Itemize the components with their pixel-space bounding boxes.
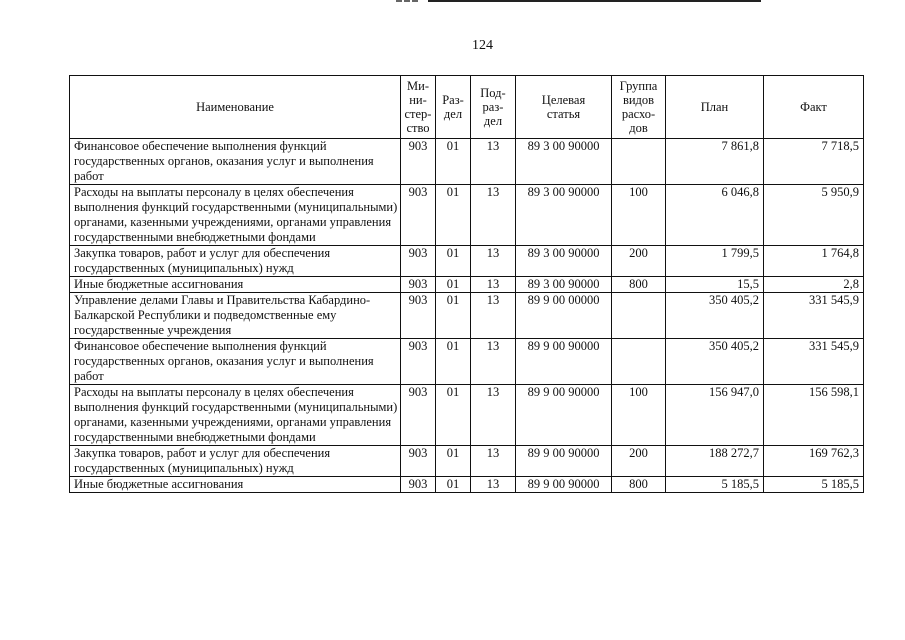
- cell-subsection: 13: [471, 185, 516, 246]
- table-row: [70, 139, 864, 185]
- cell-fact: 331 545,9: [764, 339, 864, 385]
- cell-ministry: 903: [401, 139, 436, 185]
- cell-name: Расходы на выплаты персоналу в целях обеспечения выполнения функций государственными (муниципальными) органами, казенными учреждениями, органами управления государственными внебюджетными фондами: [70, 185, 401, 246]
- cell-plan: 350 405,2: [666, 339, 764, 385]
- cell-expense-group: 200: [612, 246, 666, 277]
- cell-plan: 6 046,8: [666, 185, 764, 246]
- cell-name: Финансовое обеспечение выполнения функций государственных органов, оказания услуг и выполнения работ: [70, 139, 401, 185]
- cell-target-article: 89 9 00 90000: [516, 477, 612, 493]
- table-row: [70, 293, 864, 339]
- cell-plan: 1 799,5: [666, 246, 764, 277]
- table-body: [70, 139, 864, 493]
- cell-fact: 1 764,8: [764, 246, 864, 277]
- table-row: [70, 185, 864, 246]
- cell-section: 01: [436, 477, 471, 493]
- table-row: [70, 339, 864, 385]
- header-target-article: Целевая статья: [516, 76, 612, 139]
- cell-target-article: 89 3 00 90000: [516, 185, 612, 246]
- cell-section: 01: [436, 277, 471, 293]
- cell-target-article: 89 9 00 90000: [516, 339, 612, 385]
- cell-subsection: 13: [471, 293, 516, 339]
- cell-name: Закупка товаров, работ и услуг для обеспечения государственных (муниципальных) нужд: [70, 246, 401, 277]
- cell-subsection: 13: [471, 446, 516, 477]
- cell-expense-group: [612, 139, 666, 185]
- cell-expense-group: 200: [612, 446, 666, 477]
- cell-fact: 2,8: [764, 277, 864, 293]
- page-number: 124: [472, 38, 493, 53]
- cell-section: 01: [436, 339, 471, 385]
- cell-name: Закупка товаров, работ и услуг для обеспечения государственных (муниципальных) нужд: [70, 446, 401, 477]
- cell-section: 01: [436, 185, 471, 246]
- cell-expense-group: 100: [612, 185, 666, 246]
- header-ministry: Ми- ни- стер- ство: [401, 76, 436, 139]
- cell-target-article: 89 9 00 90000: [516, 385, 612, 446]
- cell-section: 01: [436, 293, 471, 339]
- cell-target-article: 89 3 00 90000: [516, 139, 612, 185]
- cell-subsection: 13: [471, 339, 516, 385]
- cell-fact: 331 545,9: [764, 293, 864, 339]
- cell-plan: 156 947,0: [666, 385, 764, 446]
- budget-table: [69, 75, 864, 493]
- top-dash-rule: [396, 0, 418, 2]
- cell-fact: 156 598,1: [764, 385, 864, 446]
- cell-name: Управление делами Главы и Правительства Кабардино-Балкарской Республики и подведомственные ему государственные учреждения: [70, 293, 401, 339]
- cell-name: Расходы на выплаты персоналу в целях обеспечения выполнения функций государственными (муниципальными) органами, казенными учреждениями, органами управления государственными внебюджетными фондами: [70, 385, 401, 446]
- cell-subsection: 13: [471, 246, 516, 277]
- header-subsection: Под- раз- дел: [471, 76, 516, 139]
- header-fact: Факт: [764, 76, 864, 139]
- header-name: Наименование: [70, 76, 401, 139]
- cell-section: 01: [436, 446, 471, 477]
- cell-name: Финансовое обеспечение выполнения функций государственных органов, оказания услуг и выполнения работ: [70, 339, 401, 385]
- cell-fact: 7 718,5: [764, 139, 864, 185]
- cell-name: Иные бюджетные ассигнования: [70, 277, 401, 293]
- table-header-row: [70, 76, 864, 139]
- table-row: [70, 246, 864, 277]
- table-row: [70, 477, 864, 493]
- cell-ministry: 903: [401, 446, 436, 477]
- cell-subsection: 13: [471, 477, 516, 493]
- cell-ministry: 903: [401, 293, 436, 339]
- cell-plan: 188 272,7: [666, 446, 764, 477]
- cell-target-article: 89 3 00 90000: [516, 277, 612, 293]
- header-section: Раз- дел: [436, 76, 471, 139]
- cell-expense-group: 100: [612, 385, 666, 446]
- cell-ministry: 903: [401, 385, 436, 446]
- cell-fact: 5 185,5: [764, 477, 864, 493]
- cell-ministry: 903: [401, 477, 436, 493]
- cell-ministry: 903: [401, 339, 436, 385]
- table-row: [70, 385, 864, 446]
- cell-ministry: 903: [401, 246, 436, 277]
- cell-target-article: 89 9 00 00000: [516, 293, 612, 339]
- table-row: [70, 446, 864, 477]
- cell-section: 01: [436, 139, 471, 185]
- cell-target-article: 89 3 00 90000: [516, 246, 612, 277]
- cell-subsection: 13: [471, 139, 516, 185]
- header-expense-group: Группа видов расхо- дов: [612, 76, 666, 139]
- header-plan: План: [666, 76, 764, 139]
- table-row: [70, 277, 864, 293]
- cell-name: Иные бюджетные ассигнования: [70, 477, 401, 493]
- cell-fact: 5 950,9: [764, 185, 864, 246]
- cell-fact: 169 762,3: [764, 446, 864, 477]
- cell-expense-group: 800: [612, 277, 666, 293]
- cell-expense-group: 800: [612, 477, 666, 493]
- cell-ministry: 903: [401, 185, 436, 246]
- cell-target-article: 89 9 00 90000: [516, 446, 612, 477]
- cell-subsection: 13: [471, 277, 516, 293]
- cell-section: 01: [436, 246, 471, 277]
- cell-expense-group: [612, 339, 666, 385]
- top-rule: [428, 0, 761, 2]
- cell-plan: 350 405,2: [666, 293, 764, 339]
- cell-section: 01: [436, 385, 471, 446]
- cell-ministry: 903: [401, 277, 436, 293]
- cell-plan: 15,5: [666, 277, 764, 293]
- cell-expense-group: [612, 293, 666, 339]
- cell-plan: 7 861,8: [666, 139, 764, 185]
- cell-subsection: 13: [471, 385, 516, 446]
- cell-plan: 5 185,5: [666, 477, 764, 493]
